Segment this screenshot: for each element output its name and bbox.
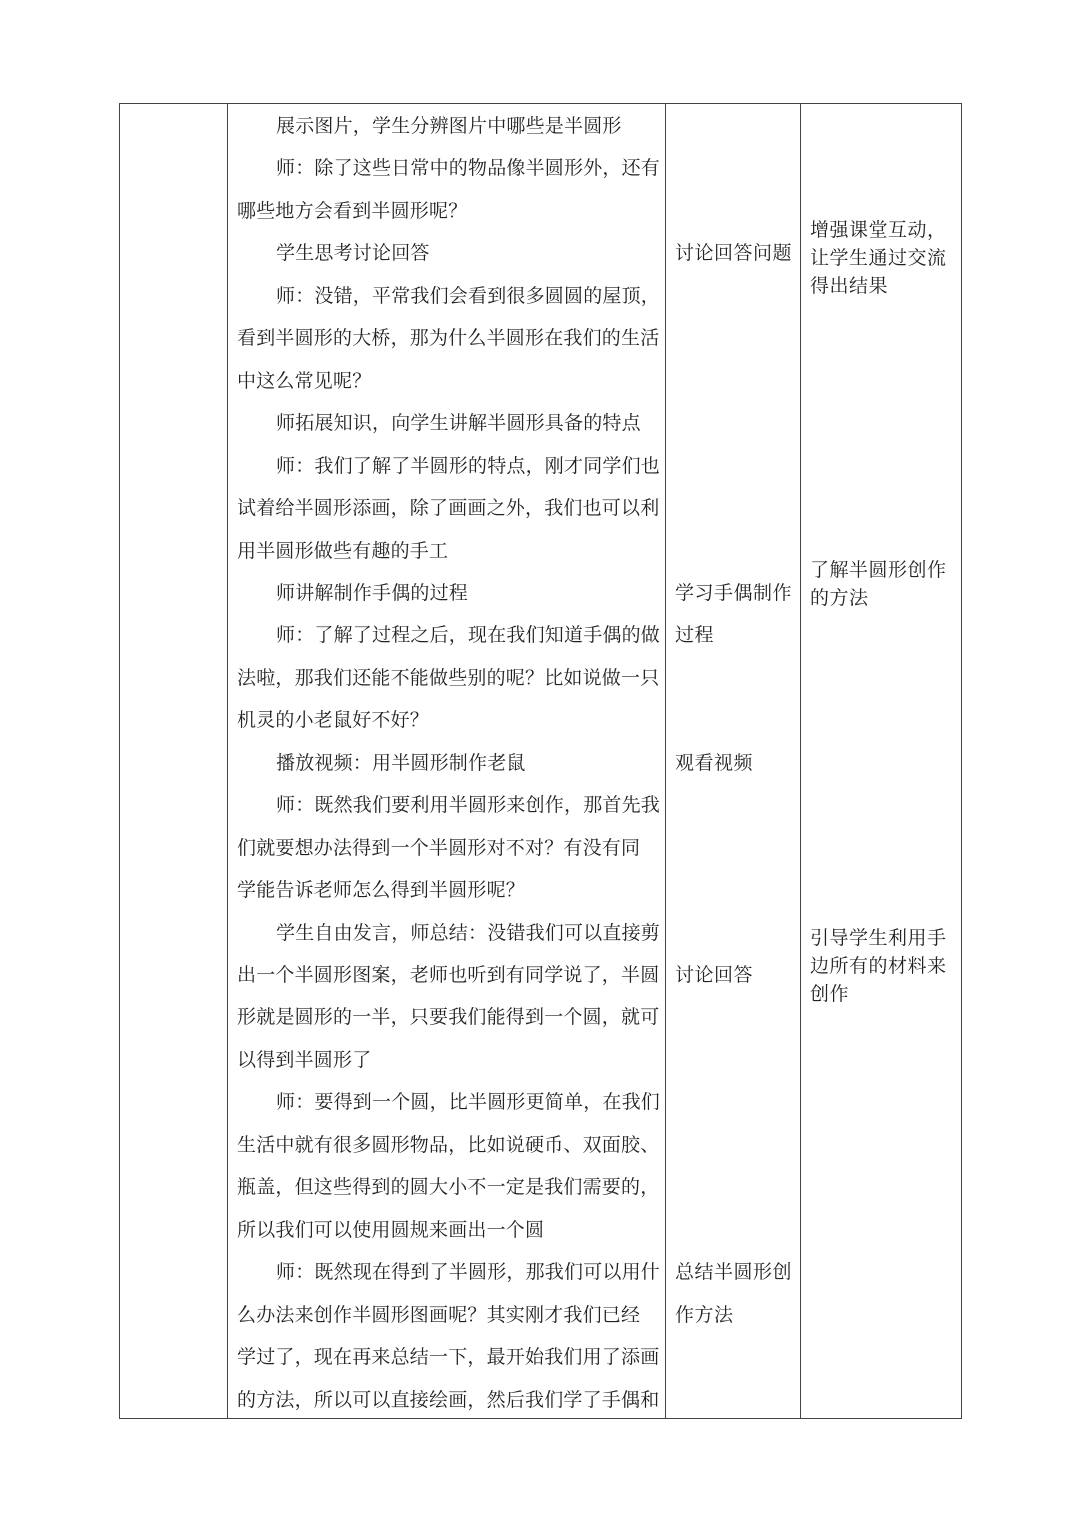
process-line: 师：除了这些日常中的物品像半圆形外，还有 [276,157,661,179]
student-activity-line: 学习手偶制作 [675,582,793,604]
column-divider [227,104,228,1418]
process-line: 师拓展知识，向学生讲解半圆形具备的特点 [276,412,641,434]
process-line: 师：没错，平常我们会看到很多圆圆的屋顶， [276,285,661,307]
process-line: 以得到半圆形了 [237,1049,372,1071]
process-line: 哪些地方会看到半圆形呢？ [237,200,468,222]
process-line: 的方法，所以可以直接绘画，然后我们学了手偶和 [237,1389,660,1411]
process-line: 们就要想办法得到一个半圆形对不对？有没有同 [237,837,641,859]
student-activity-line: 讨论回答 [675,964,754,986]
process-line: 么办法来创作半圆形图画呢？其实刚才我们已经 [237,1304,641,1326]
student-activity-line: 总结半圆形创 [675,1261,793,1283]
process-line: 中这么常见呢？ [237,370,372,392]
process-line: 师：既然我们要利用半圆形来创作，那首先我 [276,794,661,816]
process-line: 生活中就有很多圆形物品，比如说硬币、双面胶、 [237,1134,660,1156]
design-intent-3 [810,924,950,1008]
design-intent-line: 得出结果 [810,275,889,297]
student-activity-line: 观看视频 [675,752,754,774]
design-intent-line: 创作 [810,983,850,1005]
column-divider [800,104,801,1418]
process-line: 法啦，那我们还能不能做些别的呢？比如说做一只 [237,667,660,689]
process-line: 师：既然现在得到了半圆形，那我们可以用什 [276,1261,661,1283]
design-intent-line: 的方法 [810,587,869,609]
process-line: 看到半圆形的大桥，那为什么半圆形在我们的生活 [237,327,660,349]
student-activity-line: 过程 [675,624,715,646]
process-line: 瓶盖，但这些得到的圆大小不一定是我们需要的， [237,1176,660,1198]
process-line: 试着给半圆形添画，除了画画之外，我们也可以利 [237,497,660,519]
process-line: 学生思考讨论回答 [276,242,430,264]
process-line: 师讲解制作手偶的过程 [276,582,469,604]
process-line: 学生自由发言，师总结：没错我们可以直接剪 [276,922,661,944]
process-line: 所以我们可以使用圆规来画出一个圆 [237,1219,545,1241]
design-intent-line: 引导学生利用手 [810,927,947,949]
process-line: 师：我们了解了半圆形的特点，刚才同学们也 [276,455,661,477]
column-divider [665,104,666,1418]
process-line: 师：要得到一个圆，比半圆形更简单，在我们 [276,1091,661,1113]
process-line: 学过了，现在再来总结一下，最开始我们用了添画 [237,1346,660,1368]
process-line: 播放视频：用半圆形制作老鼠 [276,752,526,774]
process-line: 用半圆形做些有趣的手工 [237,540,449,562]
design-intent-line: 增强课堂互动， [810,219,947,241]
student-activity-line: 讨论回答问题 [675,242,793,264]
process-line: 学能告诉老师怎么得到半圆形呢？ [237,879,526,901]
design-intent-line: 让学生通过交流 [810,247,947,269]
process-line: 机灵的小老鼠好不好？ [237,709,430,731]
design-intent-1 [810,216,950,300]
student-activity-line: 作方法 [675,1304,734,1326]
design-intent-line: 了解半圆形创作 [810,559,947,581]
process-line: 出一个半圆形图案，老师也听到有同学说了，半圆 [237,964,660,986]
process-line: 师：了解了过程之后，现在我们知道手偶的做 [276,624,661,646]
process-line: 展示图片，学生分辨图片中哪些是半圆形 [276,115,622,137]
process-line: 形就是圆形的一半，只要我们能得到一个圆，就可 [237,1006,660,1028]
design-intent-2 [810,556,950,612]
design-intent-line: 边所有的材料来 [810,955,947,977]
